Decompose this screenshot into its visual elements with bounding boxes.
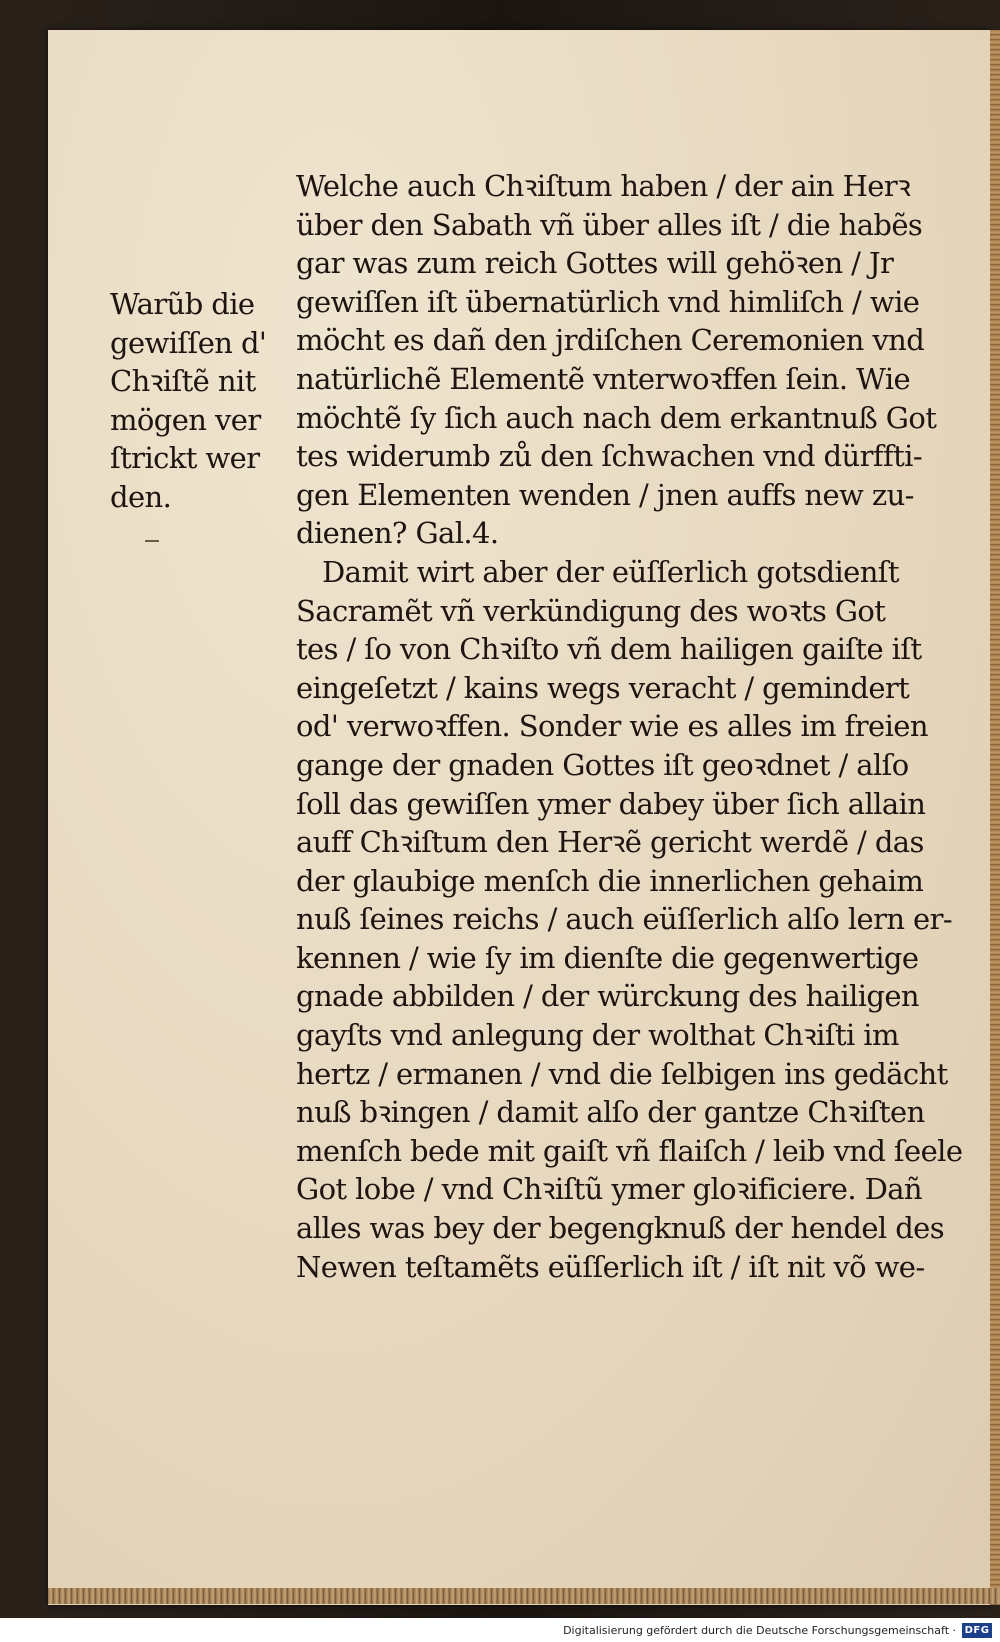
text-line: nuß ſeines reichs / auch eüſſerlich alſo lern er-	[296, 902, 953, 937]
text-line: auff Chꝛiſtum den Herꝛẽ gericht werdẽ / das	[296, 825, 924, 860]
text-line: gnade abbilden / der würckung des hailigen	[296, 979, 919, 1014]
text-line: Welche auch Chꝛiſtum haben / der ain Herꝛ	[296, 169, 911, 203]
text-line: möcht es dañ den jrdiſchen Ceremonien vnd	[296, 323, 925, 358]
marginal-note	[110, 285, 285, 517]
text-line: menſch bede mit gaiſt vñ flaiſch / leib vnd ſeele	[296, 1133, 963, 1168]
margin-line: gewiſſen d'	[110, 325, 267, 360]
text-line: natürlichẽ Elementẽ vnterwoꝛffen ſein. Wie	[296, 361, 911, 396]
text-line: tes widerumb zů den ſchwachen vnd dürffti-	[296, 439, 923, 474]
page-edge-bottom	[48, 1588, 1000, 1604]
main-text-column	[296, 167, 976, 1286]
text-line: dienen? Gal.4.	[296, 516, 499, 551]
text-line-paragraph-start: Damit wirt aber der eüſſerlich gotsdienſt	[322, 554, 899, 589]
text-line: tes / ſo von Chꝛiſto vñ dem hailigen gaiſte iſt	[296, 632, 922, 667]
text-line: gen Elementen wenden / jnen auffs new zu-	[296, 477, 914, 512]
text-line: über den Sabath vñ über alles iſt / die habẽs	[296, 207, 923, 242]
text-line: Got lobe / vnd Chꝛiſtũ ymer gloꝛificiere. Dañ	[296, 1172, 922, 1207]
margin-line: ſtrickt wer	[110, 441, 260, 476]
text-line: gayſts vnd anlegung der wolthat Chꝛiſti im	[296, 1018, 899, 1053]
margin-line: Warũb die	[110, 287, 255, 321]
text-line: gewiſſen iſt übernatürlich vnd himliſch / wie	[296, 284, 920, 319]
text-line: kennen / wie ſy im dienſte die gegenwertige	[296, 940, 919, 975]
margin-line: mögen ver	[110, 402, 261, 437]
margin-line: Chꝛiſtẽ nit	[110, 364, 256, 399]
page-edge-right	[990, 30, 1000, 1605]
text-line: alles was bey der begengknuß der hendel des	[296, 1211, 945, 1246]
text-line: nuß bꝛingen / damit alſo der gantze Chꝛiſten	[296, 1095, 925, 1130]
dfg-logo: DFG	[962, 1623, 992, 1638]
text-line: gange der gnaden Gottes iſt geoꝛdnet / alſo	[296, 747, 909, 782]
text-line: ſoll das gewiſſen ymer dabey über ſich allain	[296, 786, 926, 821]
funding-credit: Digitalisierung gefördert durch die Deutsche Forschungsgemeinschaft ·	[563, 1624, 956, 1637]
margin-line: den.	[110, 479, 172, 514]
margin-dash-mark	[145, 540, 159, 542]
text-line: möchtẽ ſy ſich auch nach dem erkantnuß Got	[296, 400, 937, 435]
text-line: der glaubige menſch die innerlichen gehaim	[296, 863, 924, 898]
text-line: eingeſetzt / kains wegs veracht / gemindert	[296, 670, 910, 705]
text-line: od' verwoꝛffen. Sonder wie es alles im freien	[296, 709, 928, 744]
digitization-footer	[0, 1618, 1000, 1642]
text-line: hertz / ermanen / vnd die ſelbigen ins gedächt	[296, 1056, 948, 1091]
text-line: gar was zum reich Gottes will gehöꝛen / Jr	[296, 246, 894, 281]
text-line: Sacramẽt vñ verkündigung des woꝛts Got	[296, 593, 886, 628]
text-line: Newen teſtamẽts eüſſerlich iſt / iſt nit võ we-	[296, 1249, 925, 1284]
